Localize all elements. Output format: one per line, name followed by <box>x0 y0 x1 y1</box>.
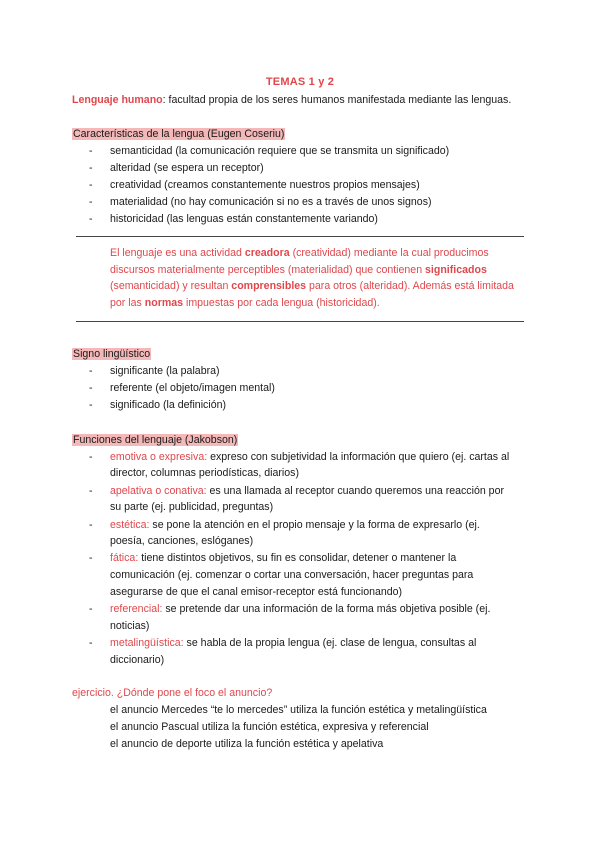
intro-line <box>72 93 511 107</box>
divider <box>76 236 524 237</box>
intro-term: Lenguaje humano <box>72 94 163 106</box>
list-item: historicidad (las lenguas están constantemente variando) <box>110 213 378 225</box>
list-item: estética: se pone la atención en el propio mensaje y la forma de expresarlo (ej. <box>110 519 480 531</box>
ejercicio-question: ejercicio. ¿Dónde pone el foco el anuncio? <box>72 687 273 699</box>
list-item: alteridad (se espera un receptor) <box>110 162 264 174</box>
list-item: significado (la definición) <box>110 399 227 411</box>
ejercicio-answer: el anuncio Mercedes “te lo mercedes” utiliza la función estética y metalingüística <box>110 704 487 716</box>
list-item-continuation: director, columnas periodísticas, diarios) <box>110 467 300 479</box>
document-page: TEMAS 1 y 2 Lenguaje humano: facultad propia de los seres humanos manifestada mediante las lenguas. Características de la lengua (Eugen Coseriu) - semanticidad (la comunicación requiere que se transmita un significado) - alteridad (se espera un receptor) - creatividad (creamos constantemente nuestros propios mensajes) - materialidad (no hay comunicación si no es a través de unos signos) - historicidad (las lenguas están constantemente variando) El lenguaje es una actividad creadora (creatividad) mediante la cual producimos discursos materialmente perceptibles (materialidad) que contienen significados (semanticidad) y resultan comprensibles para otros (alteridad). Además está limitada por las normas impuestas por cada lengua (historicidad). Signo lingüístico - significante (la palabra) - referente (el objeto/imagen mental) - significado (la definición) Funciones del lenguaje (Jakobson) - emotiva o expresiva: expreso con subjetividad la información que quiero (ej. cartas al director, columnas periodísticas, diarios) - apelativa o conativa: es una llamada al receptor cuando queremos una reacción por su parte (ej. publicidad, preguntas) - estética: se pone la atención en el propio mensaje y la forma de expresarlo (ej. poesía, canciones, eslóganes) - fática: tiene distintos objetivos, su fin es consolidar, detener o mantener la comunicación (ej. comenzar o cortar una conversación, hacer preguntas para asegurarse de que el canal emisor-receptor está funcionando) - referencial: se pretende dar una información de la forma más objetiva posible (ej. noticias) - metalingüística: se habla de la propia lengua (ej. clase de lengua, consultas al diccionario) ejercicio. ¿Dónde pone el foco el anuncio? el anuncio Mercedes “te lo mercedes” utiliza la función estética y metalingüística el anuncio Pascual utiliza la función estética, expresiva y referencial el anuncio de deporte utiliza la función estética y apelativa <box>0 0 600 848</box>
page-title: TEMAS 1 y 2 <box>265 76 335 88</box>
list-item: creatividad (creamos constantemente nuestros propios mensajes) <box>110 179 420 191</box>
list-item: apelativa o conativa: es una llamada al receptor cuando queremos una reacción por <box>110 485 504 497</box>
list-item: referencial: se pretende dar una información de la forma más objetiva posible (ej. <box>110 603 491 615</box>
list-item: referente (el objeto/imagen mental) <box>110 382 275 394</box>
list-item: fática: tiene distintos objetivos, su fin es consolidar, detener o mantener la <box>110 552 457 564</box>
list-item: significante (la palabra) <box>110 365 220 377</box>
caracteristicas-heading: Características de la lengua (Eugen Coseriu) <box>73 128 285 140</box>
signo-heading: Signo lingüístico <box>73 348 151 360</box>
list-item-continuation: asegurarse de que el canal emisor-receptor está funcionando) <box>110 586 403 598</box>
list-item: semanticidad (la comunicación requiere que se transmita un significado) <box>110 145 450 157</box>
list-item: metalingüística: se habla de la propia lengua (ej. clase de lengua, consultas al <box>110 637 477 649</box>
summary-paragraph: El lenguaje es una actividad creadora (creatividad) mediante la cual producimos discursos materialmente perceptibles (materialidad) que contienen significados (semanticidad) y resultan comprensibles para otros (alteridad). Además está limitada por las normas impuestas por cada lengua (historicidad). <box>110 247 514 309</box>
list-item: materialidad (no hay comunicación si no es a través de unos signos) <box>110 196 432 208</box>
list-item-continuation: comunicación (ej. comenzar o cortar una conversación, hacer preguntas para <box>110 569 474 581</box>
list-item-continuation: diccionario) <box>110 654 165 666</box>
divider <box>76 321 524 322</box>
list-item-continuation: su parte (ej. publicidad, preguntas) <box>110 501 274 513</box>
list-item-continuation: poesía, canciones, eslóganes) <box>110 535 254 547</box>
list-item-continuation: noticias) <box>110 620 150 632</box>
ejercicio-answer: el anuncio de deporte utiliza la función estética y apelativa <box>110 738 384 750</box>
ejercicio-answer: el anuncio Pascual utiliza la función estética, expresiva y referencial <box>110 721 429 733</box>
list-item: emotiva o expresiva: expreso con subjetividad la información que quiero (ej. cartas al <box>110 451 510 463</box>
intro-definition: : facultad propia de los seres humanos manifestada mediante las lenguas. <box>162 94 512 106</box>
funciones-heading: Funciones del lenguaje (Jakobson) <box>73 434 238 446</box>
